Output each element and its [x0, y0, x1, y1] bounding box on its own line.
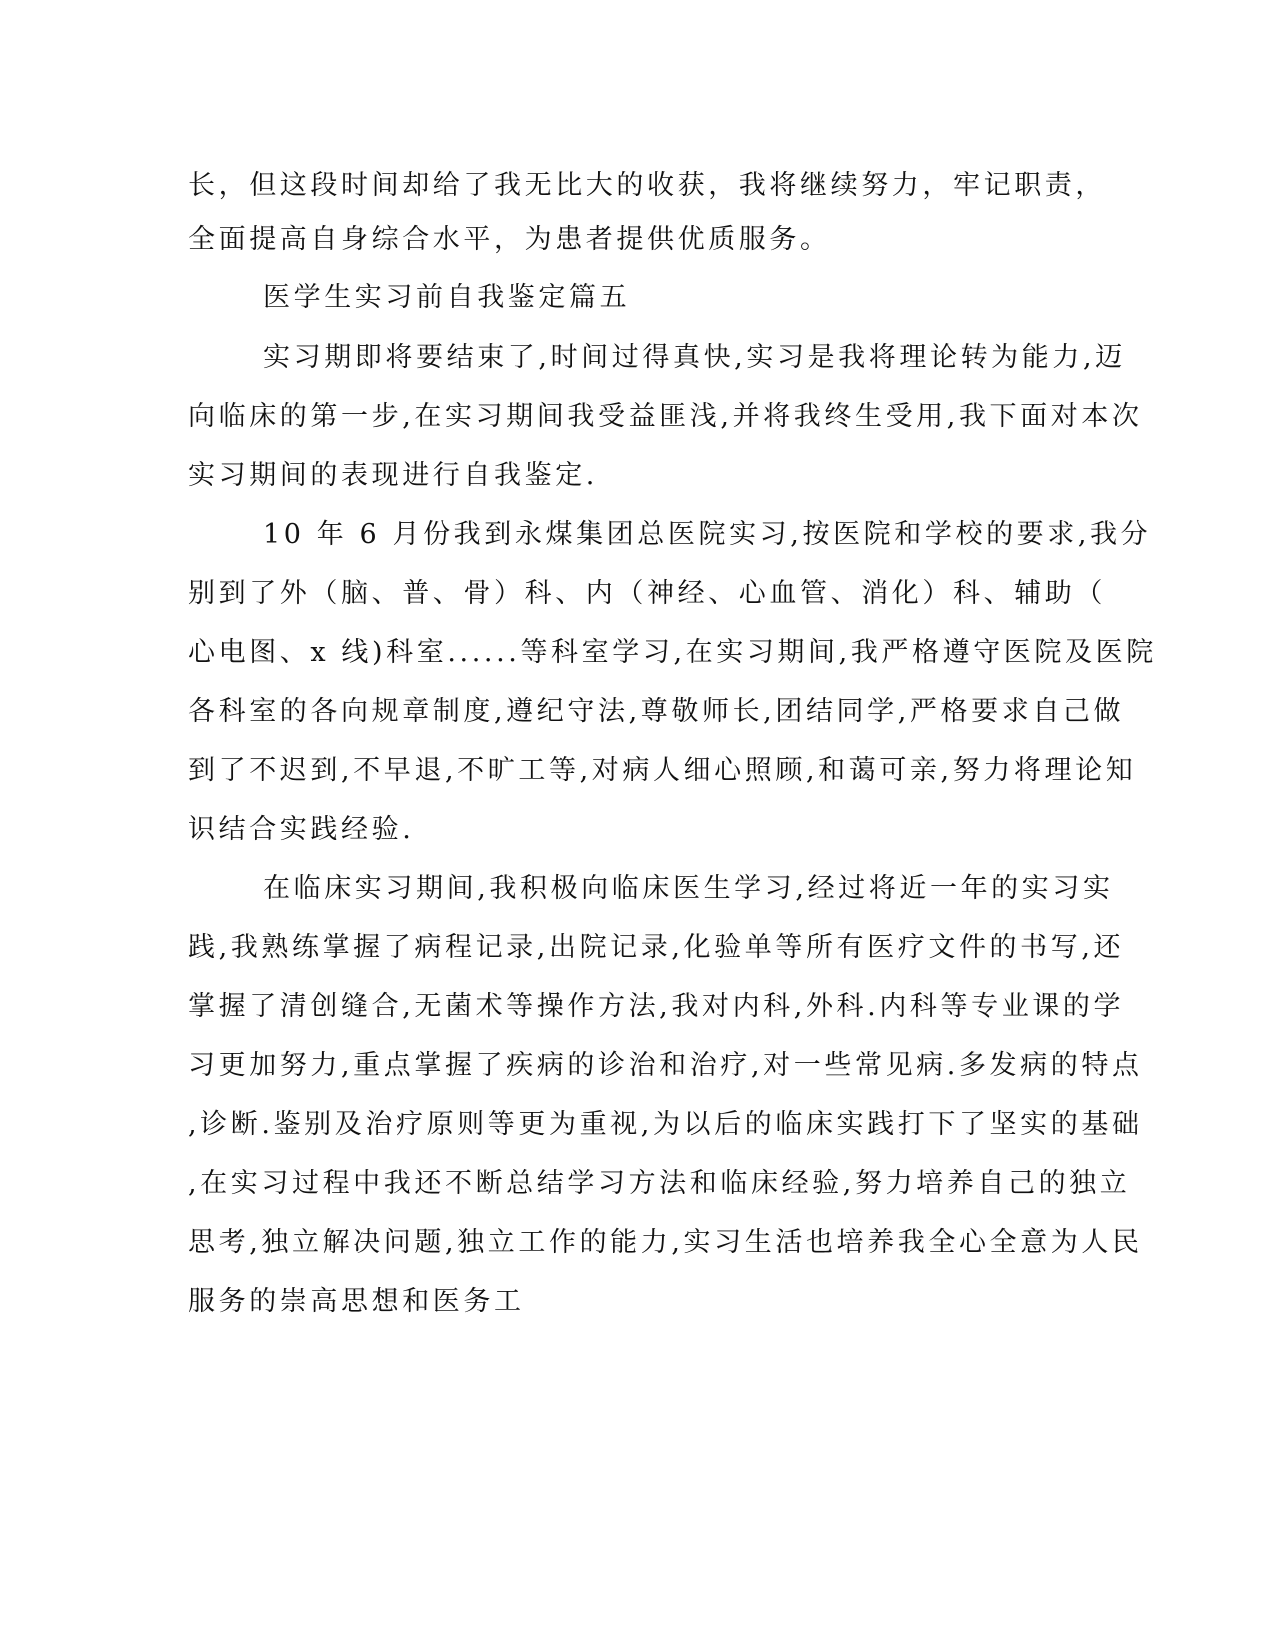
paragraph-line: 掌握了清创缝合,无菌术等操作方法,我对内科,外科.内科等专业课的学: [188, 991, 1125, 1022]
paragraph-line: ,诊断.鉴别及治疗原则等更为重视,为以后的临床实践打下了坚实的基础: [188, 1109, 1143, 1140]
paragraph-line: 践,我熟练掌握了病程记录,出院记录,化验单等所有医疗文件的书写,还: [188, 932, 1125, 963]
paragraph-line: 别到了外（脑、普、骨）科、内（神经、心血管、消化）科、辅助（: [188, 578, 1106, 609]
paragraph-line: 在临床实习期间,我积极向临床医生学习,经过将近一年的实习实: [263, 873, 1114, 904]
paragraph-line: 各科室的各向规章制度,遵纪守法,尊敬师长,团结同学,严格要求自己做: [188, 696, 1125, 727]
paragraph-line: 实习期即将要结束了,时间过得真快,实习是我将理论转为能力,迈: [263, 342, 1126, 373]
paragraph-line: 实习期间的表现进行自我鉴定.: [188, 460, 598, 491]
paragraph-line: 到了不迟到,不早退,不旷工等,对病人细心照顾,和蔼可亲,努力将理论知: [188, 755, 1137, 786]
paragraph-line: 识结合实践经验.: [188, 814, 415, 845]
paragraph-line: 思考,独立解决问题,独立工作的能力,实习生活也培养我全心全意为人民: [188, 1227, 1143, 1258]
paragraph-line: 习更加努力,重点掌握了疾病的诊治和治疗,对一些常见病.多发病的特点: [188, 1050, 1143, 1081]
paragraph-line: 向临床的第一步,在实习期间我受益匪浅,并将我终生受用,我下面对本次: [188, 401, 1143, 432]
continuation-line: 长，但这段时间却给了我无比大的收获，我将继续努力，牢记职责，: [188, 170, 1106, 201]
section-title: 医学生实习前自我鉴定篇五: [263, 282, 631, 313]
paragraph-line: 服务的崇高思想和医务工: [188, 1286, 525, 1317]
paragraph-line: 10 年 6 月份我到永煤集团总医院实习,按医院和学校的要求,我分: [263, 519, 1152, 550]
paragraph-line: ,在实习过程中我还不断总结学习方法和临床经验,努力培养自己的独立: [188, 1168, 1131, 1199]
paragraph-line: 心电图、x 线)科室......等科室学习,在实习期间,我严格遵守医院及医院: [188, 637, 1157, 668]
continuation-line: 全面提高自身综合水平，为患者提供优质服务。: [188, 224, 831, 255]
